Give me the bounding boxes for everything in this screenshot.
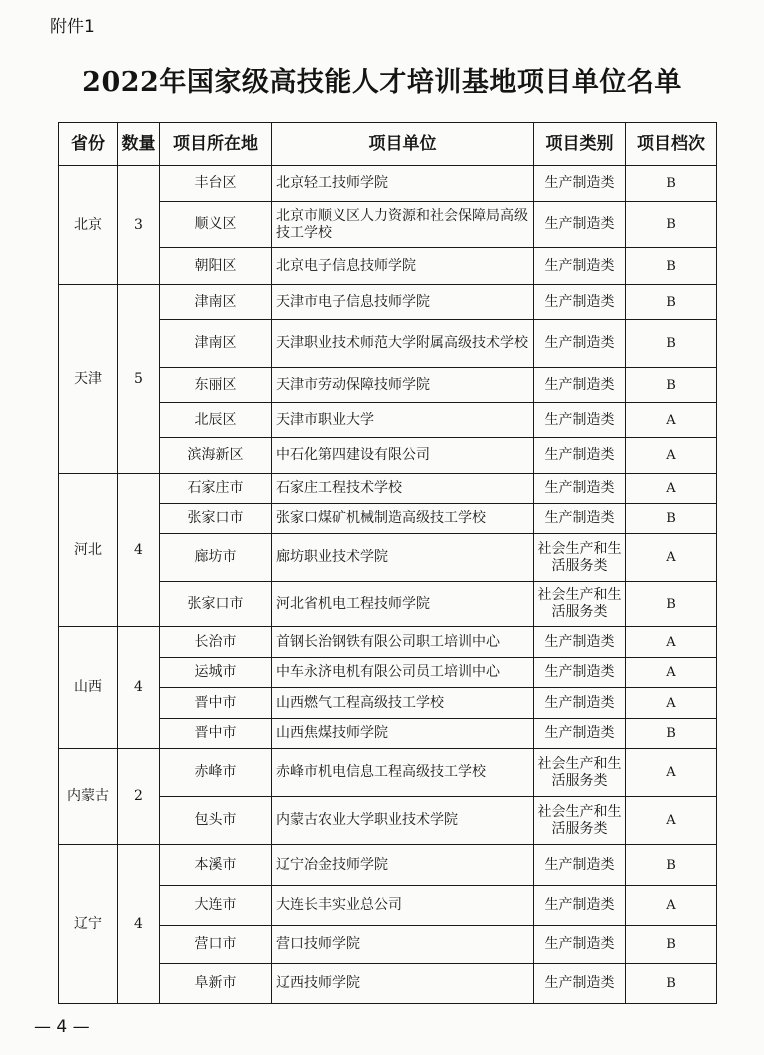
tier-cell: B <box>626 926 717 964</box>
unit-cell: 中车永济电机有限公司员工培训中心 <box>272 658 534 688</box>
unit-cell: 山西燃气工程高级技工学校 <box>272 688 534 719</box>
location-cell: 东丽区 <box>160 368 272 403</box>
location-cell: 朝阳区 <box>160 248 272 285</box>
category-cell: 生产制造类 <box>534 248 626 285</box>
unit-cell: 山西焦煤技师学院 <box>272 719 534 749</box>
location-cell: 大连市 <box>160 886 272 926</box>
category-cell: 生产制造类 <box>534 886 626 926</box>
location-cell: 顺义区 <box>160 202 272 248</box>
location-cell: 津南区 <box>160 285 272 320</box>
header-province: 省份 <box>59 123 118 166</box>
header-unit: 项目单位 <box>272 123 534 166</box>
tier-cell: A <box>626 534 717 582</box>
location-cell: 营口市 <box>160 926 272 964</box>
table-row <box>59 627 717 658</box>
unit-cell: 石家庄工程技术学校 <box>272 474 534 504</box>
unit-cell: 内蒙古农业大学职业技术学院 <box>272 797 534 845</box>
table-row <box>59 285 717 320</box>
category-cell: 生产制造类 <box>534 688 626 719</box>
location-cell: 阜新市 <box>160 964 272 1004</box>
province-cell: 天津 <box>59 285 118 474</box>
province-cell: 内蒙古 <box>59 749 118 845</box>
province-cell: 山西 <box>59 627 118 749</box>
table-body <box>59 166 717 1004</box>
unit-cell: 天津市劳动保障技师学院 <box>272 368 534 403</box>
category-cell: 生产制造类 <box>534 964 626 1004</box>
table-row <box>59 474 717 504</box>
project-units-table <box>58 122 717 1004</box>
unit-cell: 廊坊职业技术学院 <box>272 534 534 582</box>
location-cell: 丰台区 <box>160 166 272 202</box>
tier-cell: A <box>626 797 717 845</box>
category-cell: 社会生产和生活服务类 <box>534 749 626 797</box>
tier-cell: A <box>626 886 717 926</box>
page-title: 2022年国家级高技能人才培训基地项目单位名单 <box>82 67 682 98</box>
tier-cell: A <box>626 749 717 797</box>
table-header-row <box>59 123 717 166</box>
unit-cell: 张家口煤矿机械制造高级技工学校 <box>272 504 534 534</box>
category-cell: 生产制造类 <box>534 438 626 474</box>
location-cell: 晋中市 <box>160 719 272 749</box>
category-cell: 生产制造类 <box>534 658 626 688</box>
category-cell: 生产制造类 <box>534 202 626 248</box>
count-cell: 3 <box>118 166 160 285</box>
province-cell: 北京 <box>59 166 118 285</box>
tier-cell: B <box>626 504 717 534</box>
count-cell: 4 <box>118 627 160 749</box>
table-row <box>59 845 717 886</box>
unit-cell: 辽西技师学院 <box>272 964 534 1004</box>
header-location: 项目所在地 <box>160 123 272 166</box>
tier-cell: A <box>626 688 717 719</box>
unit-cell: 营口技师学院 <box>272 926 534 964</box>
category-cell: 生产制造类 <box>534 719 626 749</box>
tier-cell: A <box>626 403 717 438</box>
tier-cell: A <box>626 474 717 504</box>
province-cell: 河北 <box>59 474 118 627</box>
category-cell: 生产制造类 <box>534 474 626 504</box>
location-cell: 长治市 <box>160 627 272 658</box>
tier-cell: B <box>626 285 717 320</box>
location-cell: 晋中市 <box>160 688 272 719</box>
unit-cell: 天津市电子信息技师学院 <box>272 285 534 320</box>
tier-cell: B <box>626 719 717 749</box>
tier-cell: B <box>626 320 717 368</box>
tier-cell: B <box>626 202 717 248</box>
tier-cell: A <box>626 658 717 688</box>
province-cell: 辽宁 <box>59 845 118 1004</box>
unit-cell: 赤峰市机电信息工程高级技工学校 <box>272 749 534 797</box>
unit-cell: 北京电子信息技师学院 <box>272 248 534 285</box>
category-cell: 生产制造类 <box>534 403 626 438</box>
location-cell: 包头市 <box>160 797 272 845</box>
category-cell: 社会生产和生活服务类 <box>534 534 626 582</box>
table-row <box>59 749 717 797</box>
count-cell: 4 <box>118 474 160 627</box>
unit-cell: 北京轻工技师学院 <box>272 166 534 202</box>
unit-cell: 中石化第四建设有限公司 <box>272 438 534 474</box>
category-cell: 生产制造类 <box>534 926 626 964</box>
category-cell: 生产制造类 <box>534 368 626 403</box>
header-tier: 项目档次 <box>626 123 717 166</box>
category-cell: 生产制造类 <box>534 166 626 202</box>
location-cell: 运城市 <box>160 658 272 688</box>
unit-cell: 河北省机电工程技师学院 <box>272 582 534 627</box>
tier-cell: B <box>626 166 717 202</box>
count-cell: 2 <box>118 749 160 845</box>
tier-cell: B <box>626 845 717 886</box>
tier-cell: B <box>626 248 717 285</box>
location-cell: 赤峰市 <box>160 749 272 797</box>
tier-cell: B <box>626 368 717 403</box>
location-cell: 张家口市 <box>160 504 272 534</box>
attachment-label: 附件1 <box>50 17 95 37</box>
category-cell: 社会生产和生活服务类 <box>534 582 626 627</box>
location-cell: 北辰区 <box>160 403 272 438</box>
location-cell: 张家口市 <box>160 582 272 627</box>
unit-cell: 天津职业技术师范大学附属高级技术学校 <box>272 320 534 368</box>
category-cell: 社会生产和生活服务类 <box>534 797 626 845</box>
category-cell: 生产制造类 <box>534 504 626 534</box>
location-cell: 廊坊市 <box>160 534 272 582</box>
location-cell: 津南区 <box>160 320 272 368</box>
category-cell: 生产制造类 <box>534 627 626 658</box>
header-count: 数量 <box>118 123 160 166</box>
tier-cell: A <box>626 627 717 658</box>
count-cell: 4 <box>118 845 160 1004</box>
unit-cell: 辽宁冶金技师学院 <box>272 845 534 886</box>
unit-cell: 北京市顺义区人力资源和社会保障局高级技工学校 <box>272 202 534 248</box>
count-cell: 5 <box>118 285 160 474</box>
category-cell: 生产制造类 <box>534 320 626 368</box>
tier-cell: A <box>626 438 717 474</box>
location-cell: 石家庄市 <box>160 474 272 504</box>
tier-cell: B <box>626 964 717 1004</box>
unit-cell: 天津市职业大学 <box>272 403 534 438</box>
category-cell: 生产制造类 <box>534 845 626 886</box>
table-row <box>59 166 717 202</box>
unit-cell: 大连长丰实业总公司 <box>272 886 534 926</box>
tier-cell: B <box>626 582 717 627</box>
page-number: — 4 — <box>34 1017 90 1037</box>
unit-cell: 首钢长治钢铁有限公司职工培训中心 <box>272 627 534 658</box>
category-cell: 生产制造类 <box>534 285 626 320</box>
location-cell: 本溪市 <box>160 845 272 886</box>
location-cell: 滨海新区 <box>160 438 272 474</box>
header-category: 项目类别 <box>534 123 626 166</box>
